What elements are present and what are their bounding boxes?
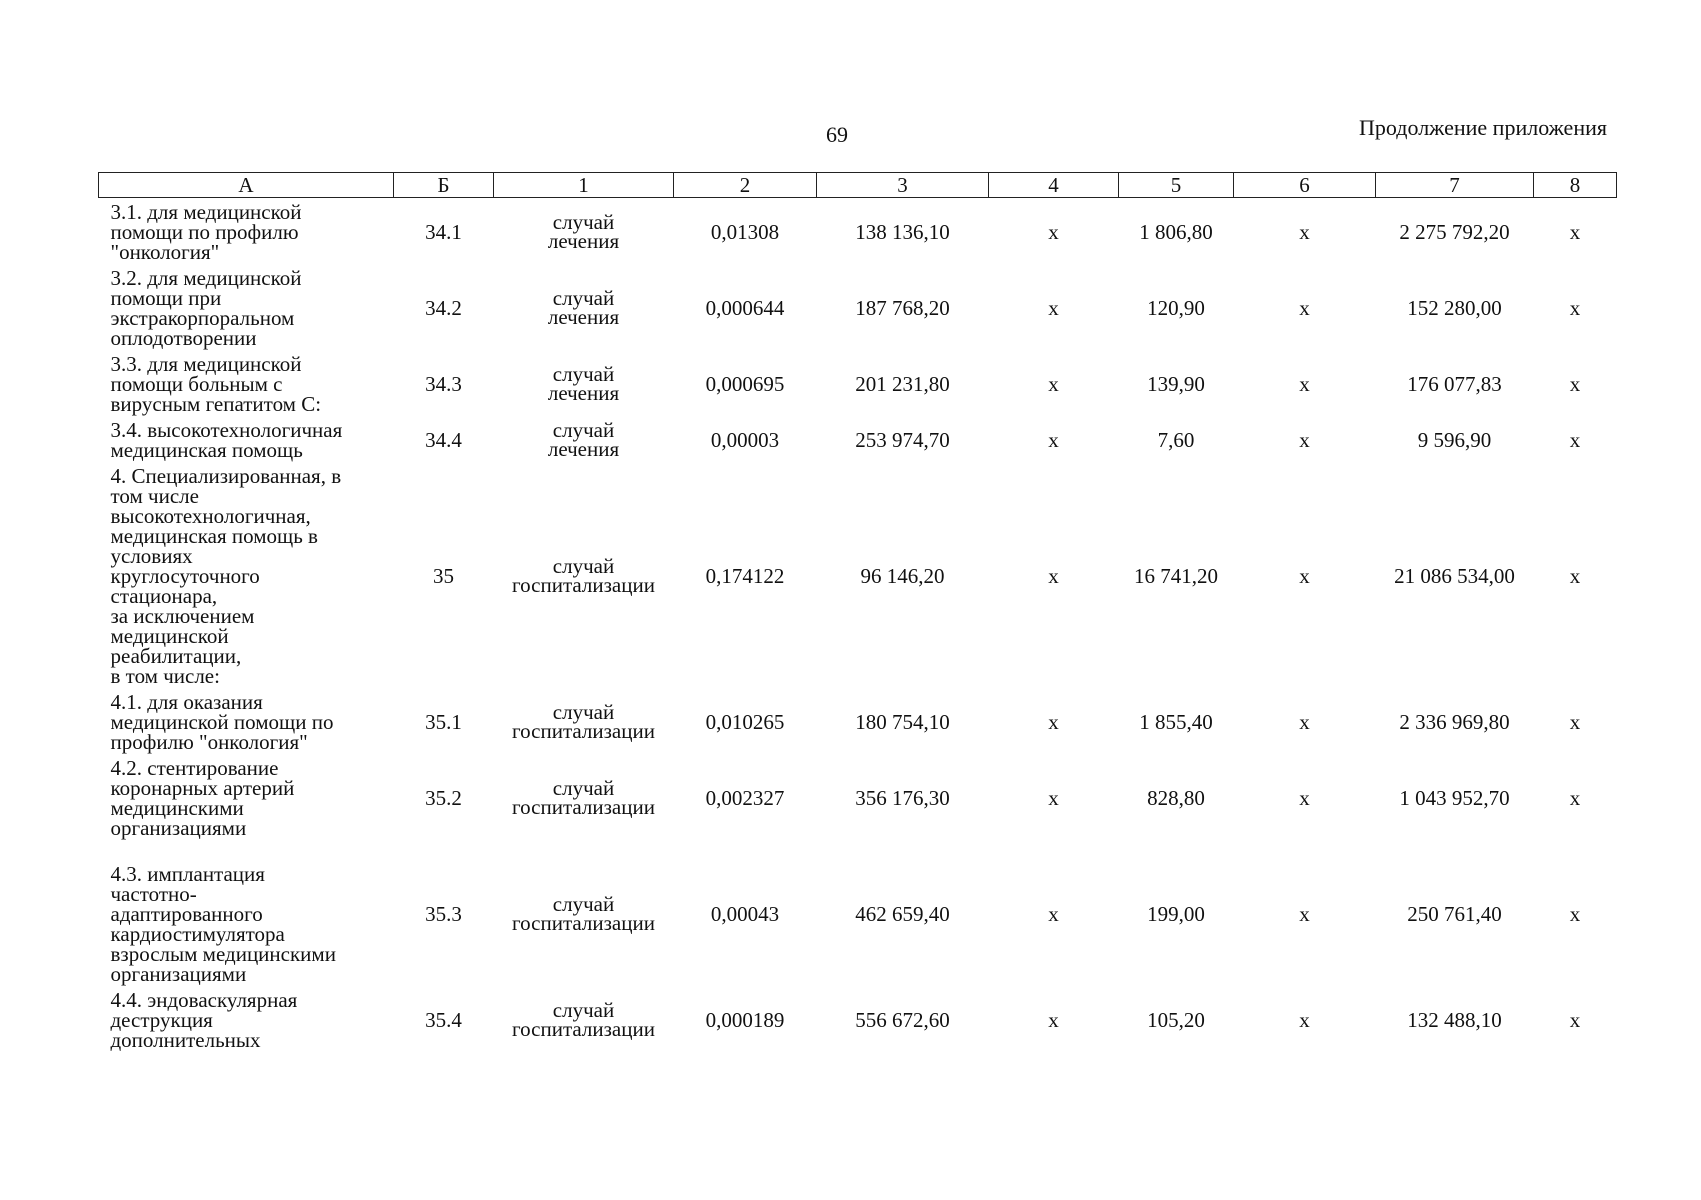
table-row bbox=[99, 688, 1617, 754]
table-row bbox=[99, 264, 1617, 350]
row-value-c2: 0,00003 bbox=[710, 428, 780, 452]
row-value-c7: 21 086 534,00 bbox=[1394, 564, 1515, 588]
table-row bbox=[99, 350, 1617, 416]
description-line: стационара, bbox=[110, 584, 218, 608]
row-unit bbox=[494, 462, 674, 688]
unit-line: госпитализации bbox=[512, 1017, 655, 1041]
row-code: 35.4 bbox=[425, 1008, 462, 1032]
table-row bbox=[99, 840, 1617, 986]
description-line: частотно- bbox=[110, 882, 197, 906]
unit-line: случай bbox=[552, 286, 615, 310]
table-header bbox=[99, 173, 1617, 198]
header-cell-3: 3 bbox=[817, 173, 989, 198]
row-value-c4: х bbox=[1048, 902, 1059, 926]
description-line: круглосуточного bbox=[110, 564, 260, 588]
row-description bbox=[99, 462, 394, 688]
unit-line: госпитализации bbox=[512, 719, 655, 743]
row-value-c3: 356 176,30 bbox=[855, 786, 950, 810]
description-line: 4.2. стентирование bbox=[110, 756, 279, 780]
row-value-c2: 0,000695 bbox=[705, 372, 785, 396]
table-row bbox=[99, 754, 1617, 840]
table-row bbox=[99, 198, 1617, 265]
unit-line: лечения bbox=[547, 229, 620, 253]
description-line: 3.2. для медицинской bbox=[110, 266, 302, 290]
row-value-c5: 7,60 bbox=[1157, 428, 1195, 452]
description-line: оплодотворении bbox=[110, 326, 257, 350]
row-unit bbox=[494, 986, 674, 1052]
table-row bbox=[99, 986, 1617, 1052]
row-value-c3: 462 659,40 bbox=[855, 902, 950, 926]
row-value-c4: х bbox=[1048, 710, 1059, 734]
unit-line: случай bbox=[552, 362, 615, 386]
header-cell-a: А bbox=[99, 173, 394, 198]
row-value-c2: 0,01308 bbox=[710, 220, 780, 244]
row-value-c6: х bbox=[1299, 902, 1310, 926]
row-description bbox=[99, 754, 394, 840]
row-code: 35 bbox=[433, 564, 454, 588]
row-value-c3: 96 146,20 bbox=[860, 564, 945, 588]
unit-line: случай bbox=[552, 210, 615, 234]
row-value-c4: х bbox=[1048, 428, 1059, 452]
row-unit bbox=[494, 416, 674, 462]
row-value-c8: х bbox=[1569, 710, 1581, 734]
unit-line: случай bbox=[552, 700, 615, 724]
row-value-c8: х bbox=[1569, 1008, 1581, 1032]
description-line: 4. Специализированная, в bbox=[110, 464, 342, 488]
header-cell-4: 4 bbox=[989, 173, 1119, 198]
unit-line: случай bbox=[552, 776, 615, 800]
row-value-c3: 556 672,60 bbox=[855, 1008, 950, 1032]
row-value-c2: 0,174122 bbox=[705, 564, 785, 588]
unit-line: случай bbox=[552, 998, 615, 1022]
unit-line: госпитализации bbox=[512, 795, 655, 819]
row-description bbox=[99, 264, 394, 350]
row-unit bbox=[494, 840, 674, 986]
row-value-c7: 1 043 952,70 bbox=[1399, 786, 1510, 810]
row-value-c4: х bbox=[1048, 296, 1059, 320]
description-line: том числе bbox=[110, 484, 199, 508]
row-value-c8: х bbox=[1569, 902, 1581, 926]
unit-line: лечения bbox=[547, 305, 620, 329]
row-value-c4: х bbox=[1048, 372, 1059, 396]
row-value-c3: 253 974,70 bbox=[855, 428, 950, 452]
row-value-c4: х bbox=[1048, 1008, 1059, 1032]
row-unit bbox=[494, 264, 674, 350]
row-description bbox=[99, 350, 394, 416]
row-value-c7: 250 761,40 bbox=[1407, 902, 1502, 926]
unit-line: лечения bbox=[547, 437, 620, 461]
row-code: 34.1 bbox=[425, 220, 462, 244]
description-line: медицинская помощь в bbox=[110, 524, 318, 548]
header-cell-5: 5 bbox=[1119, 173, 1234, 198]
row-value-c3: 180 754,10 bbox=[855, 710, 950, 734]
row-value-c3: 201 231,80 bbox=[855, 372, 950, 396]
row-description bbox=[99, 840, 394, 986]
description-line: организациями bbox=[110, 962, 247, 986]
description-line: медицинской помощи по bbox=[110, 710, 334, 734]
row-value-c8: х bbox=[1569, 564, 1581, 588]
continuation-label: Продолжение приложения bbox=[1359, 115, 1607, 140]
description-line: медицинскими bbox=[110, 796, 244, 820]
row-value-c7: 2 275 792,20 bbox=[1399, 220, 1510, 244]
description-line: деструкция bbox=[110, 1008, 213, 1032]
row-value-c3: 138 136,10 bbox=[855, 220, 950, 244]
row-value-c7: 2 336 969,80 bbox=[1399, 710, 1510, 734]
row-description bbox=[99, 198, 394, 265]
header-cell-1: 1 bbox=[494, 173, 674, 198]
unit-line: госпитализации bbox=[512, 573, 655, 597]
row-value-c5: 828,80 bbox=[1147, 786, 1205, 810]
header-cell-7: 7 bbox=[1376, 173, 1534, 198]
row-value-c8: х bbox=[1569, 428, 1581, 452]
row-unit bbox=[494, 688, 674, 754]
description-line: высокотехнологичная, bbox=[110, 504, 311, 528]
row-value-c8: х bbox=[1569, 786, 1581, 810]
table-body bbox=[99, 198, 1617, 1053]
row-value-c4: х bbox=[1048, 786, 1059, 810]
row-unit bbox=[494, 198, 674, 265]
row-code: 35.1 bbox=[425, 710, 462, 734]
row-value-c4: х bbox=[1048, 564, 1059, 588]
description-line: медицинская помощь bbox=[110, 438, 303, 462]
row-value-c6: х bbox=[1299, 710, 1310, 734]
header-cell-2: 2 bbox=[674, 173, 817, 198]
unit-line: случай bbox=[552, 554, 615, 578]
row-value-c2: 0,000644 bbox=[705, 296, 785, 320]
row-value-c8: х bbox=[1569, 296, 1581, 320]
description-line: 3.1. для медицинской bbox=[110, 200, 302, 224]
row-code: 34.4 bbox=[425, 428, 462, 452]
data-table bbox=[98, 172, 1617, 1052]
row-unit bbox=[494, 754, 674, 840]
row-value-c6: х bbox=[1299, 296, 1310, 320]
row-value-c7: 132 488,10 bbox=[1407, 1008, 1502, 1032]
description-line: 3.3. для медицинской bbox=[110, 352, 302, 376]
unit-line: случай bbox=[552, 418, 615, 442]
row-unit bbox=[494, 350, 674, 416]
row-value-c5: 105,20 bbox=[1147, 1008, 1205, 1032]
row-value-c2: 0,010265 bbox=[705, 710, 785, 734]
page-number: 69 bbox=[826, 122, 848, 147]
row-value-c5: 139,90 bbox=[1147, 372, 1205, 396]
table-row bbox=[99, 462, 1617, 688]
row-description bbox=[99, 688, 394, 754]
unit-line: госпитализации bbox=[512, 911, 655, 935]
row-value-c6: х bbox=[1299, 372, 1310, 396]
row-value-c4: х bbox=[1048, 220, 1059, 244]
row-value-c6: х bbox=[1299, 786, 1310, 810]
description-line: помощи по профилю bbox=[110, 220, 299, 244]
row-value-c7: 152 280,00 bbox=[1407, 296, 1502, 320]
description-line: профилю "онкология" bbox=[110, 730, 308, 754]
description-line: кардиостимулятора bbox=[110, 922, 285, 946]
header-cell-b: Б bbox=[394, 173, 494, 198]
row-value-c2: 0,000189 bbox=[705, 1008, 785, 1032]
header-row bbox=[99, 173, 1617, 198]
row-value-c8: х bbox=[1569, 220, 1581, 244]
description-line: помощи больным с bbox=[110, 372, 283, 396]
row-code: 35.3 bbox=[425, 902, 462, 926]
row-value-c7: 9 596,90 bbox=[1417, 428, 1492, 452]
header-cell-8: 8 bbox=[1534, 173, 1617, 198]
description-line: условиях bbox=[110, 544, 193, 568]
description-line: организациями bbox=[110, 816, 247, 840]
row-value-c5: 16 741,20 bbox=[1134, 564, 1218, 588]
description-line: за исключением bbox=[110, 604, 255, 628]
row-value-c5: 199,00 bbox=[1147, 902, 1205, 926]
row-description bbox=[99, 416, 394, 462]
row-value-c5: 1 806,80 bbox=[1139, 220, 1213, 244]
description-line: адаптированного bbox=[110, 902, 263, 926]
row-code: 34.2 bbox=[425, 296, 462, 320]
description-line: медицинской bbox=[110, 624, 229, 648]
row-value-c3: 187 768,20 bbox=[855, 296, 950, 320]
description-line: 4.4. эндоваскулярная bbox=[110, 988, 298, 1012]
table-row bbox=[99, 416, 1617, 462]
row-value-c6: х bbox=[1299, 1008, 1310, 1032]
row-code: 34.3 bbox=[425, 372, 462, 396]
header-cell-6: 6 bbox=[1234, 173, 1376, 198]
row-value-c5: 1 855,40 bbox=[1139, 710, 1213, 734]
description-line: 3.4. высокотехнологичная bbox=[110, 418, 343, 442]
description-line: дополнительных bbox=[110, 1028, 261, 1052]
description-line: 4.1. для оказания bbox=[110, 690, 263, 714]
unit-line: лечения bbox=[547, 381, 620, 405]
description-line: взрослым медицинскими bbox=[110, 942, 336, 966]
description-line: в том числе: bbox=[110, 664, 220, 688]
row-code: 35.2 bbox=[425, 786, 462, 810]
row-value-c2: 0,00043 bbox=[710, 902, 780, 926]
description-line: 4.3. имплантация bbox=[110, 862, 265, 886]
row-value-c6: х bbox=[1299, 564, 1310, 588]
row-value-c6: х bbox=[1299, 428, 1310, 452]
description-line: коронарных артерий bbox=[110, 776, 295, 800]
description-line: экстракорпоральном bbox=[110, 306, 295, 330]
description-line: помощи при bbox=[110, 286, 222, 310]
row-value-c6: х bbox=[1299, 220, 1310, 244]
row-value-c7: 176 077,83 bbox=[1407, 372, 1502, 396]
description-line: вирусным гепатитом С: bbox=[110, 392, 322, 416]
row-value-c8: х bbox=[1569, 372, 1581, 396]
row-description bbox=[99, 986, 394, 1052]
description-line: "онкология" bbox=[110, 240, 220, 264]
unit-line: случай bbox=[552, 892, 615, 916]
row-value-c2: 0,002327 bbox=[705, 786, 785, 810]
description-line: реабилитации, bbox=[110, 644, 242, 668]
row-value-c5: 120,90 bbox=[1147, 296, 1205, 320]
data-table-container bbox=[98, 172, 1616, 1052]
